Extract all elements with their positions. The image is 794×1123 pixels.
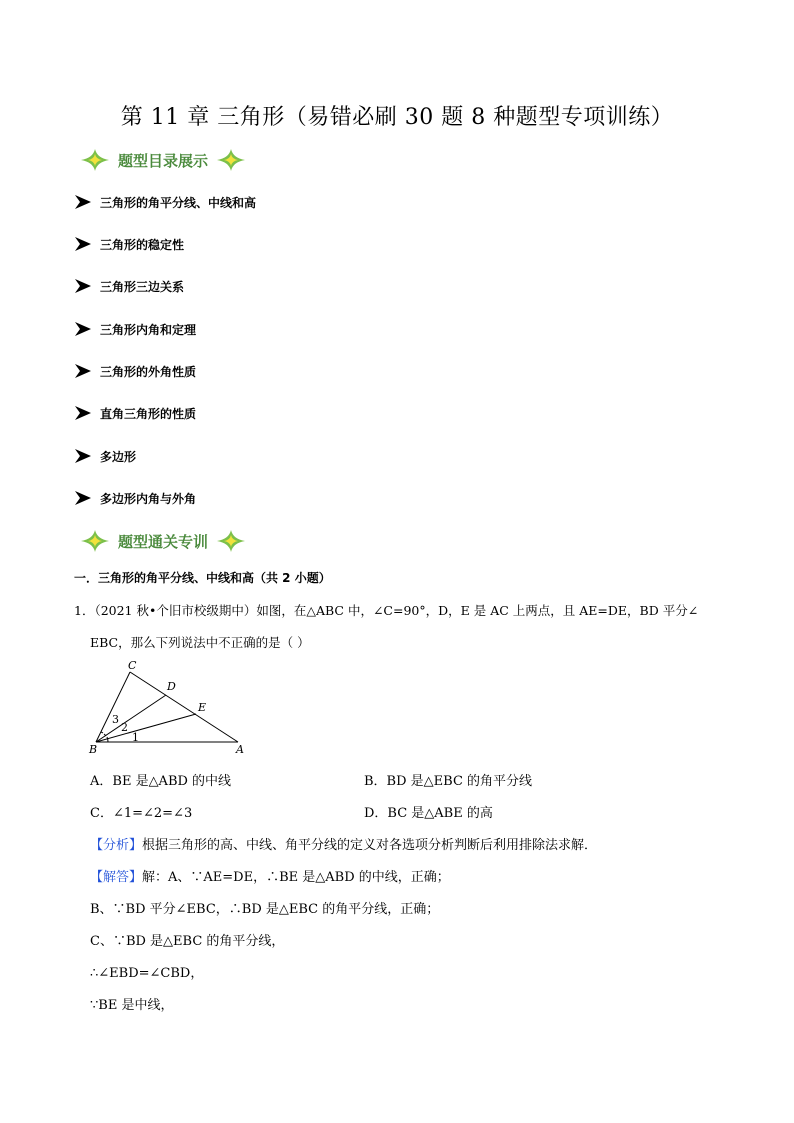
segment-ca xyxy=(130,672,238,742)
segment-be xyxy=(96,714,196,742)
toc-item-label: 三角形三边关系 xyxy=(100,279,185,294)
arrow-bullet-icon xyxy=(74,194,92,210)
part-heading: 一．三角形的角平分线、中线和高（共 2 小题） xyxy=(74,571,331,585)
label-angle-3: 3 xyxy=(112,713,119,726)
toc-item-label: 直角三角形的性质 xyxy=(100,406,197,421)
toc-item[interactable] xyxy=(74,404,196,422)
question-stem-line1: 1．（2021 秋•个旧市校级期中）如图，在△ABC 中，∠C=90°，D，E 是 AC 上两点，且 AE=DE，BD 平分∠ xyxy=(74,603,699,618)
label-a: A xyxy=(236,743,244,754)
toc-item[interactable] xyxy=(74,489,196,507)
section-title: 题型通关专训 xyxy=(118,532,209,551)
toc-item[interactable] xyxy=(74,277,184,295)
arrow-bullet-icon xyxy=(74,490,92,506)
option-d[interactable]: D．BC 是△ABE 的高 xyxy=(364,806,493,821)
analysis-line xyxy=(90,834,597,853)
toc-item-label: 三角形的角平分线、中线和高 xyxy=(100,195,257,210)
toc-item[interactable] xyxy=(74,235,184,253)
analysis-text: 根据三角形的高、中线、角平分线的定义对各选项分析判断后利用排除法求解． xyxy=(142,838,598,853)
toc-item[interactable] xyxy=(74,320,196,338)
label-b: B xyxy=(89,743,98,754)
analysis-tag: 【分析】 xyxy=(90,838,143,853)
option-b[interactable]: B．BD 是△EBC 的角平分线 xyxy=(364,774,533,789)
section-header-toc xyxy=(80,148,246,172)
sparkle-icon xyxy=(80,529,110,553)
toc-item-label: 多边形 xyxy=(100,449,137,464)
toc-item-label: 多边形内角与外角 xyxy=(100,491,197,506)
sparkle-icon xyxy=(216,148,246,172)
answer-text-1: 解：A、∵AE=DE，∴BE 是△ABD 的中线，正确； xyxy=(142,870,450,885)
toc-item-label: 三角形的外角性质 xyxy=(100,364,197,379)
sparkle-icon xyxy=(216,529,246,553)
label-c: C xyxy=(128,659,137,672)
triangle-figure xyxy=(86,658,256,754)
label-e: E xyxy=(198,701,207,714)
label-angle-2: 2 xyxy=(121,721,128,734)
angle-arc-1 xyxy=(107,737,108,742)
answer-line3: C、∵BD 是△EBC 的角平分线， xyxy=(90,934,285,949)
toc-item-label: 三角形的稳定性 xyxy=(100,237,185,252)
option-a[interactable]: A．BE 是△ABD 的中线 xyxy=(90,774,232,789)
answer-line2: B、∵BD 平分∠EBC，∴BD 是△EBC 的角平分线，正确； xyxy=(90,902,440,917)
arrow-bullet-icon xyxy=(74,363,92,379)
answer-line1 xyxy=(90,866,450,885)
arrow-bullet-icon xyxy=(74,321,92,337)
answer-line5: ∵BE 是中线， xyxy=(90,998,174,1013)
answer-tag: 【解答】 xyxy=(90,870,143,885)
label-angle-1: 1 xyxy=(132,731,139,744)
arrow-bullet-icon xyxy=(74,278,92,294)
answer-line4: ∴∠EBD=∠CBD， xyxy=(90,966,204,981)
section-title: 题型目录展示 xyxy=(118,151,209,170)
segment-bd xyxy=(96,695,166,742)
question-stem-line2: EBC，那么下列说法中不正确的是（ ） xyxy=(90,635,310,650)
option-c[interactable]: C．∠1=∠2=∠3 xyxy=(90,806,193,821)
toc-item[interactable] xyxy=(74,362,196,380)
section-header-practice xyxy=(80,529,246,553)
toc-item-label: 三角形内角和定理 xyxy=(100,322,197,337)
document-title: 第 11 章 三角形（易错必刷 30 题 8 种题型专项训练） xyxy=(120,105,674,130)
arrow-bullet-icon xyxy=(74,405,92,421)
arrow-bullet-icon xyxy=(74,236,92,252)
angle-arc-3 xyxy=(101,732,103,733)
toc-item[interactable] xyxy=(74,193,256,211)
arrow-bullet-icon xyxy=(74,448,92,464)
sparkle-icon xyxy=(80,148,110,172)
label-d: D xyxy=(167,680,176,693)
toc-item[interactable] xyxy=(74,447,136,465)
